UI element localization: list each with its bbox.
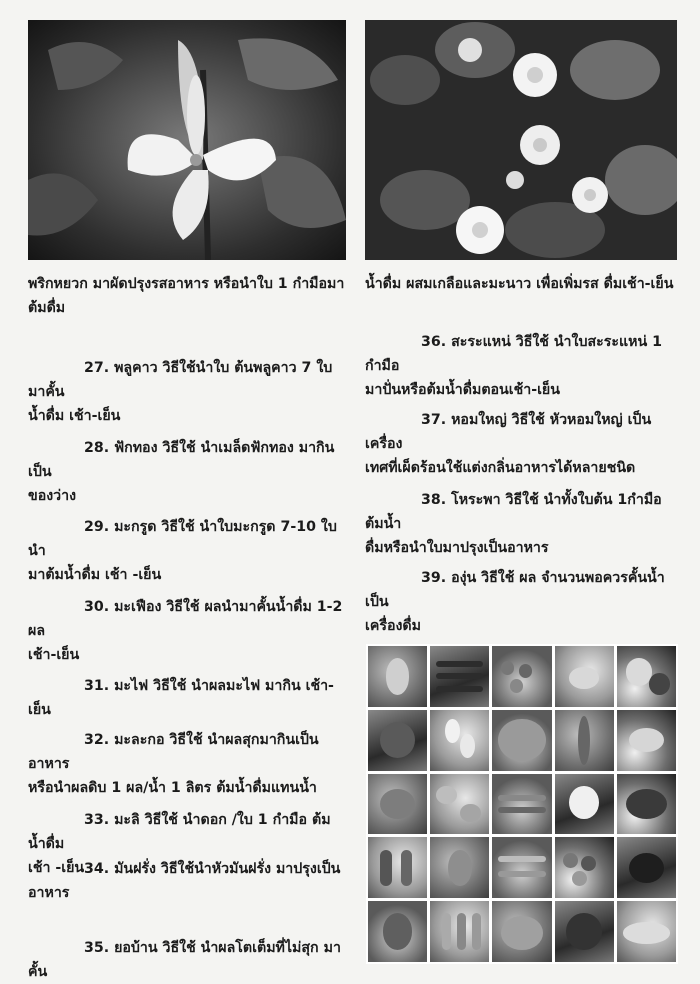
item-38-line1: วิธีใช้ นำทั้งใบต้น 1กำมือต้มน้ำ [365, 492, 662, 532]
item-32-title: 32. มะละกอ [84, 732, 165, 748]
item-27-line1: วิธีใช้นำใบ ต้นพลูคาว 7 ใบมาคั้น [28, 360, 333, 400]
item-33-line2: เช้า -เย็น [28, 860, 85, 876]
item-29-line1: วิธีใช้ นำใบมะกรูด 7-10 ใบ นำ [28, 519, 337, 559]
item-35-title: 35. ยอบ้าน [84, 940, 158, 956]
item-28-line2: ของว่าง [28, 488, 77, 504]
item-39-line1: วิธีใช้ ผล จำนวนพอควรคั้นน้ำเป็น [365, 570, 665, 610]
collage-photo-22 [430, 901, 489, 962]
collage-photo-11 [368, 774, 427, 835]
herb-photo-collage [366, 644, 678, 964]
item-32-line2: หรือนำผลดิบ 1 ผล/น้ำ 1 ลิตร ต้มน้ำดื่มแทนน้ำ [28, 780, 317, 796]
collage-photo-25 [617, 901, 676, 962]
collage-photo-4 [555, 646, 614, 707]
item-36-line1: วิธีใช้ นำใบสะระแหน่ 1 กำมือ [365, 334, 662, 374]
item-34-title: 34. มันฝรั่ง [84, 861, 156, 877]
item-28-line1: วิธีใช้ นำเมล็ดฟักทอง มากินเป็น [28, 440, 335, 480]
item-38-title: 38. โหระพา [421, 492, 501, 508]
item-33-title: 33. มะลิ [84, 812, 140, 828]
item-30 [28, 595, 346, 667]
collage-photo-8 [492, 710, 551, 771]
item-39-title: 39. องุ่น [421, 570, 477, 586]
collage-photo-20 [617, 837, 676, 898]
item-34-line2: อาหาร [28, 885, 70, 901]
item-34 [28, 857, 346, 905]
collage-photo-15 [617, 774, 676, 835]
item-37 [365, 408, 677, 480]
jasmine-flower-illustration [365, 20, 677, 260]
item-28 [28, 436, 346, 508]
left-text-column [28, 272, 346, 980]
collage-photo-10 [617, 710, 676, 771]
item-29-title: 29. มะกรูด [84, 519, 157, 535]
item-31-title: 31. มะไฟ [84, 678, 149, 694]
plukao-flower-illustration [28, 20, 346, 260]
item-36-line2: มาปั่นหรือต้มน้ำดื่มตอนเช้า-เย็น [365, 382, 560, 398]
item-30-title: 30. มะเฟือง [84, 599, 162, 615]
item-39-line2: เครื่องดื่ม [365, 618, 421, 634]
left-intro-line2: ต้มดื่ม [28, 300, 66, 316]
item-36-title: 36. สะระแหน่ [421, 334, 511, 350]
item-27 [28, 356, 346, 428]
item-31 [28, 674, 346, 722]
item-29 [28, 515, 346, 587]
item-30-line2: เช้า-เย็น [28, 647, 80, 663]
item-35-line1: วิธีใช้ นำผลโตเต็มที่ไม่สุก มาคั้น [28, 940, 341, 980]
right-intro-line1: น้ำดื่ม ผสมเกลือและมะนาว เพื่อเพิ่มรส ดื่มเช้า-เย็น [365, 276, 674, 292]
collage-photo-13 [492, 774, 551, 835]
collage-photo-14 [555, 774, 614, 835]
collage-photo-17 [430, 837, 489, 898]
collage-photo-24 [555, 901, 614, 962]
item-37-title: 37. หอมใหญ่ [421, 412, 507, 428]
collage-photo-6 [368, 710, 427, 771]
collage-photo-1 [368, 646, 427, 707]
left-intro-text [28, 272, 346, 320]
item-32 [28, 728, 346, 800]
collage-photo-3 [492, 646, 551, 707]
collage-photo-16 [368, 837, 427, 898]
item-28-title: 28. ฟักทอง [84, 440, 158, 456]
collage-photo-9 [555, 710, 614, 771]
item-33-line1: วิธีใช้ นำดอก /ใบ 1 กำมือ ต้มน้ำดื่ม [28, 812, 331, 852]
right-text-column [365, 272, 677, 634]
item-35 [28, 936, 346, 984]
collage-photo-12 [430, 774, 489, 835]
item-27-line2: น้ำดื่ม เช้า-เย็น [28, 408, 121, 424]
left-intro-line1: พริกหยวก มาผัดปรุงรสอาหาร หรือนำใบ 1 กำมือมา [28, 276, 345, 292]
collage-photo-7 [430, 710, 489, 771]
item-32-line1: วิธีใช้ นำผลสุกมากินเป็นอาหาร [28, 732, 319, 772]
collage-photo-5 [617, 646, 676, 707]
item-38-line2: ดื่มหรือนำใบมาปรุงเป็นอาหาร [365, 540, 549, 556]
collage-photo-18 [492, 837, 551, 898]
item-30-line1: วิธีใช้ ผลนำมาคั้นน้ำดื่ม 1-2 ผล [28, 599, 343, 639]
jasmine-flower-photo [365, 20, 677, 260]
item-38 [365, 488, 677, 560]
right-intro-text [365, 272, 677, 296]
item-29-line2: มาต้มน้ำดื่ม เช้า -เย็น [28, 567, 162, 583]
item-34-line1: วิธีใช้นำหัวมันฝรั่ง มาปรุงเป็น [155, 861, 341, 877]
collage-photo-2 [430, 646, 489, 707]
item-39 [365, 566, 677, 638]
collage-photo-23 [492, 901, 551, 962]
item-37-line1: วิธีใช้ หัวหอมใหญ่ เป็นเครื่อง [365, 412, 652, 452]
collage-photo-19 [555, 837, 614, 898]
collage-photo-21 [368, 901, 427, 962]
item-31-line1: วิธีใช้ นำผลมะไฟ มากิน เช้า-เย็น [28, 678, 334, 718]
item-37-line2: เทศที่เผ็ดร้อนใช้แต่งกลิ่นอาหารได้หลายชนิด [365, 460, 636, 476]
item-36 [365, 330, 677, 402]
plukao-flower-photo [28, 20, 346, 260]
item-27-title: 27. พลูคาว [84, 360, 158, 376]
